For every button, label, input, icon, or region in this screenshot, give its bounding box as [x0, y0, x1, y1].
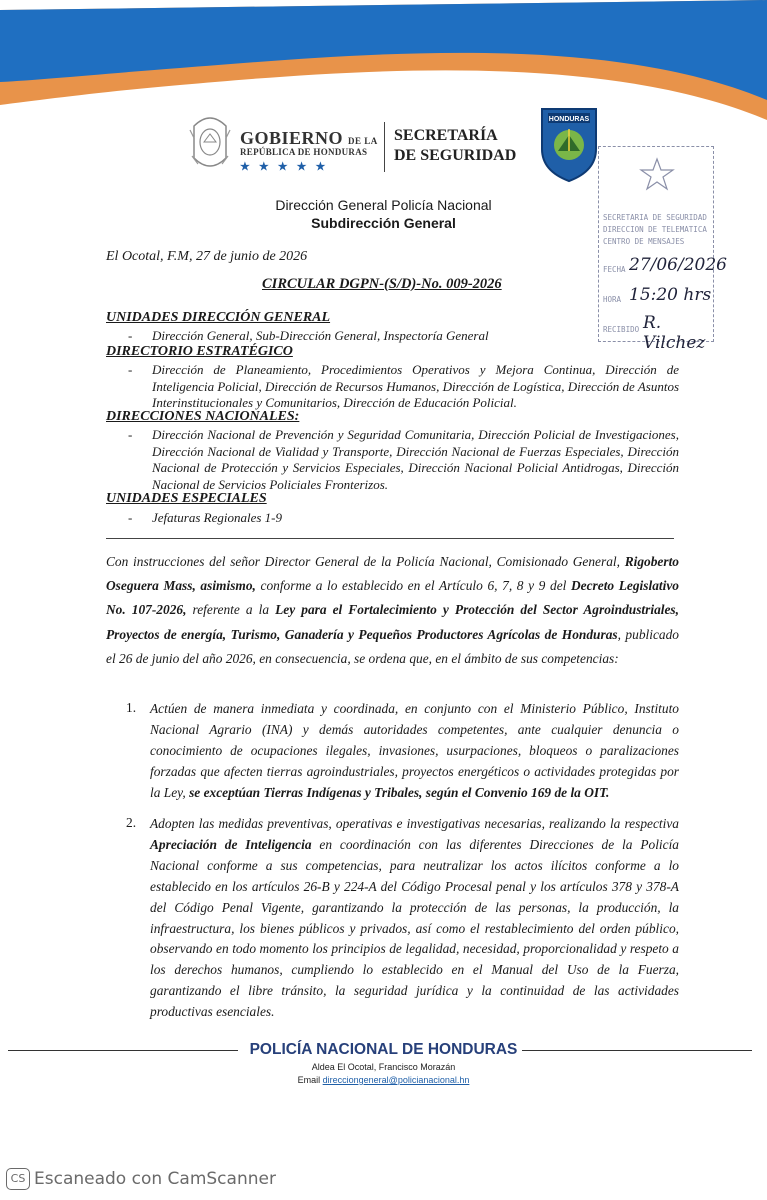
item-number: 1.: [126, 700, 137, 715]
footer-title: POLICÍA NACIONAL DE HONDURAS: [249, 1041, 518, 1058]
recipient-heading: DIRECCIONES NACIONALES:: [106, 409, 300, 424]
intro-paragraph: Con instrucciones del señor Director General de la Policía Nacional, Comisionado General, Rigoberto Oseguera Mass, asimismo, conforme a lo establecido en el Artículo 6, 7, 8 y 9 del Decreto Legislativo No. 107-2026, referente a la Ley para el Fortalecimiento y Protección del Sector Agroindustriales, Proyectos de energía, Turismo, Ganadería y Pequeños Productores Agrícolas de Honduras, publicado el 26 de junio del año 2026, en consecuencia, se ordena que, en el ámbito de sus competencias:: [106, 554, 679, 666]
recipient-heading: DIRECTORIO ESTRATÉGICO: [106, 344, 293, 359]
footer-email-line: Email direcciongeneral@policianacional.hn: [297, 1075, 470, 1085]
subdirection-title: Subdirección General: [311, 215, 456, 231]
order-item: Actúen de manera inmediata y coordinada, en conjunto con el Ministerio Público, Instituto Nacional Agrario (INA) y demás autoridades competentes, ante cualquier denuncia o conocimiento de ocupaciones ilegales, invasiones, usurpaciones, bloqueos o paralizaciones forzadas que afecten tierras agroindustriales, proyectos energéticos o actividades protegidas por la Ley, se exceptúan Tierras Indígenas y Tribales, según el Convenio 169 de la OIT.: [150, 701, 679, 800]
order-item: Adopten las medidas preventivas, operativas e investigativas necesarias, realizando la respectiva Apreciación de Inteligencia en coordinación con las diferentes Direcciones de la Policía Nacional conforme a sus competencias, para neutralizar los actos ilícitos conforme a lo establecido en los artículos 26-B y 224-A del Código Procesal penal y los artículos 378 y 378-A del Código Penal Vigente, garantizando la protección de las personas, la producción, la infraestructura, los bienes públicos y privados, así como el restablecimiento del orden público, observando en todo momento los principios de legalidad, necesidad, proporcionalidad y respeto a los derechos humanos, cumpliendo lo establecido en el Manual del Uso de la Fuerza, garantizando el libre tránsito, la seguridad jurídica y la continuidad de las actividades productivas esenciales.: [150, 816, 679, 1020]
circular-title: CIRCULAR DGPN-(S/D)-No. 009-2026: [262, 276, 502, 292]
header-banner: [0, 0, 767, 140]
place-date: El Ocotal, F.M, 27 de junio de 2026: [106, 249, 308, 264]
footer-email-link[interactable]: direcciongeneral@policianacional.hn: [322, 1075, 470, 1085]
coat-of-arms-icon: [186, 108, 234, 176]
direction-title: Dirección General Policía Nacional: [275, 197, 492, 213]
item-number: 2.: [126, 815, 137, 830]
section-divider: [106, 538, 674, 539]
stars-icon: ★★★★★: [240, 161, 335, 173]
government-wordmark: GOBIERNO DE LA REPÚBLICA DE HONDURAS ★★★★★: [240, 128, 378, 173]
police-shield-icon: [538, 103, 600, 183]
header-divider: [384, 122, 385, 172]
reception-stamp: SECRETARIA DE SEGURIDAD DIRECCION DE TELEMATICA CENTRO DE MENSAJES FECHA 27/06/2026 HORA 15:20 hrs RECIBIDO R. Vilchez: [598, 146, 714, 342]
secretaria-wordmark: SECRETARÍA DE SEGURIDAD: [394, 127, 517, 164]
recipient-item: - Dirección de Planeamiento, Procedimientos Operativos y Mejora Continua, Dirección de Inteligencia Policial, Dirección de Recursos Humanos, Dirección de Logística, Dirección de Asuntos Interinstitucionales y Comunitarios, Dirección de Educación Policial.: [128, 362, 679, 410]
recipient-item: - Dirección Nacional de Prevención y Seguridad Comunitaria, Dirección Policial de Investigaciones, Dirección Nacional de Vialidad y Transporte, Dirección Nacional de Fuerzas Especiales, Dirección Nacional de Protección y Servicios Especiales, Dirección Nacional Policial Antidrogas, Dirección Nacional de Servicios Policiales Fronterizos.: [128, 427, 679, 492]
camscanner-watermark: CS Escaneado con CamScanner: [6, 1168, 276, 1190]
recipient-heading: UNIDADES DIRECCIÓN GENERAL: [106, 310, 331, 325]
footer-address: Aldea El Ocotal, Francisco Morazán: [311, 1062, 456, 1072]
star-seal-icon: [637, 155, 677, 195]
camscanner-icon: CS: [6, 1168, 30, 1190]
recipient-item: - Dirección General, Sub-Dirección General, Inspectoría General: [128, 328, 489, 343]
svg-text:HONDURAS: HONDURAS: [548, 116, 590, 123]
recipient-heading: UNIDADES ESPECIALES: [106, 491, 267, 506]
recipient-item: - Jefaturas Regionales 1-9: [128, 510, 282, 525]
